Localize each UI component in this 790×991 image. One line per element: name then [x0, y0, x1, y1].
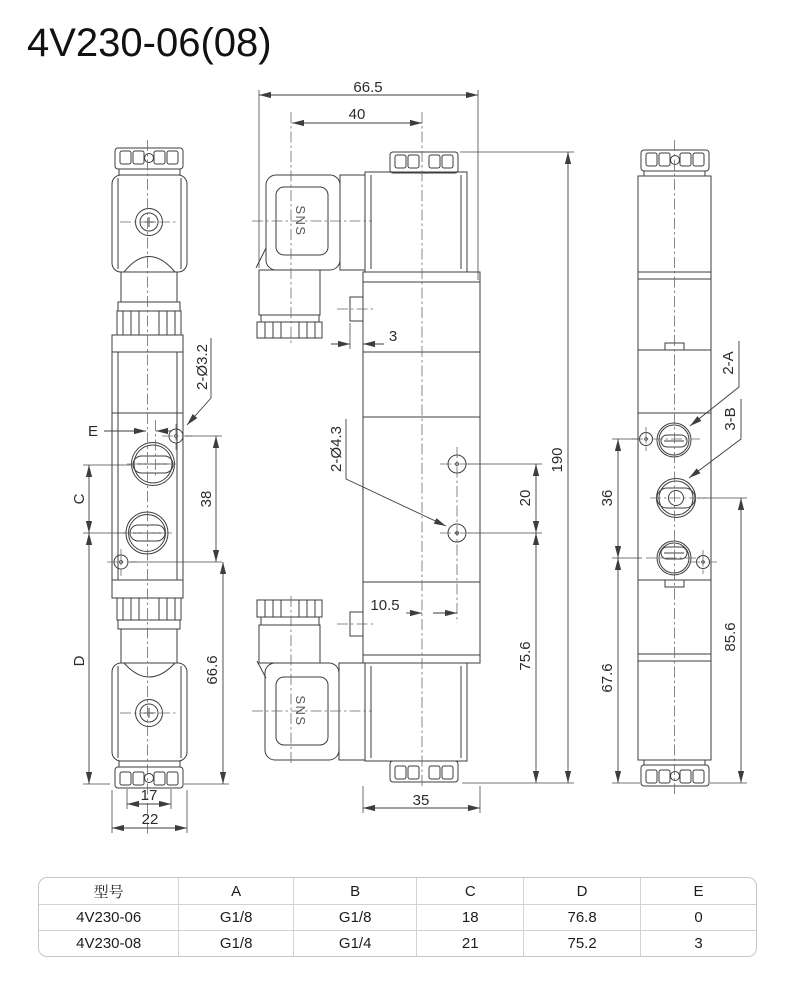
- dim-85_6: 85.6: [722, 622, 739, 652]
- dim-38: 38: [198, 490, 215, 508]
- cell-model: 4V230-08: [39, 931, 179, 957]
- view-front: [252, 79, 574, 813]
- cell-c: 21: [417, 931, 524, 957]
- dim-67_6: 67.6: [599, 663, 616, 693]
- dim-3: 3: [388, 328, 398, 345]
- spec-table: [38, 877, 757, 957]
- header-b: B: [294, 878, 417, 905]
- dim-17: 17: [140, 787, 158, 804]
- dim-d-label: D: [71, 655, 88, 667]
- view-left-side: [71, 140, 229, 836]
- dim-36: 36: [599, 489, 616, 507]
- cell-model: 4V230-06: [39, 905, 179, 931]
- header-d: D: [524, 878, 641, 905]
- dim-c-label: C: [71, 493, 88, 505]
- dim-66_5: 66.5: [353, 79, 383, 96]
- header-e: E: [641, 878, 756, 905]
- dim-hole-2xd3_2: 2-Ø3.2: [194, 344, 211, 390]
- header-c: C: [417, 878, 524, 905]
- view-right-side: [599, 140, 747, 794]
- table-row: [39, 931, 756, 957]
- brand-label-bottom: SNS: [293, 695, 308, 727]
- header-a: A: [179, 878, 294, 905]
- cell-e: 0: [641, 905, 756, 931]
- cell-b: G1/8: [294, 905, 417, 931]
- cell-d: 75.2: [524, 931, 641, 957]
- dim-40: 40: [348, 106, 366, 123]
- header-model: 型号: [39, 878, 179, 905]
- port-label-3b: 3-B: [722, 407, 739, 431]
- dim-75_6: 75.6: [517, 641, 534, 671]
- cell-e: 3: [694, 935, 703, 952]
- dim-10_5: 10.5: [370, 597, 400, 614]
- cell-a: G1/8: [179, 931, 294, 957]
- table-header-row: [39, 878, 756, 905]
- table-row: [39, 905, 756, 931]
- dim-35: 35: [412, 792, 430, 809]
- page-title: 4V230-06(08): [27, 21, 272, 65]
- dim-190: 190: [549, 447, 566, 473]
- dim-22: 22: [141, 811, 159, 828]
- cell-b: G1/4: [294, 931, 417, 957]
- cell-d: 76.8: [524, 905, 641, 931]
- cell-a: G1/8: [179, 905, 294, 931]
- port-label-2a: 2-A: [720, 351, 737, 375]
- cell-c: 18: [417, 905, 524, 931]
- dim-20: 20: [517, 489, 534, 507]
- dim-hole-2xd4_3: 2-Ø4.3: [328, 426, 345, 472]
- brand-label-top: SNS: [293, 205, 308, 237]
- dim-e-label: E: [87, 423, 99, 440]
- dim-66_6: 66.6: [204, 655, 221, 685]
